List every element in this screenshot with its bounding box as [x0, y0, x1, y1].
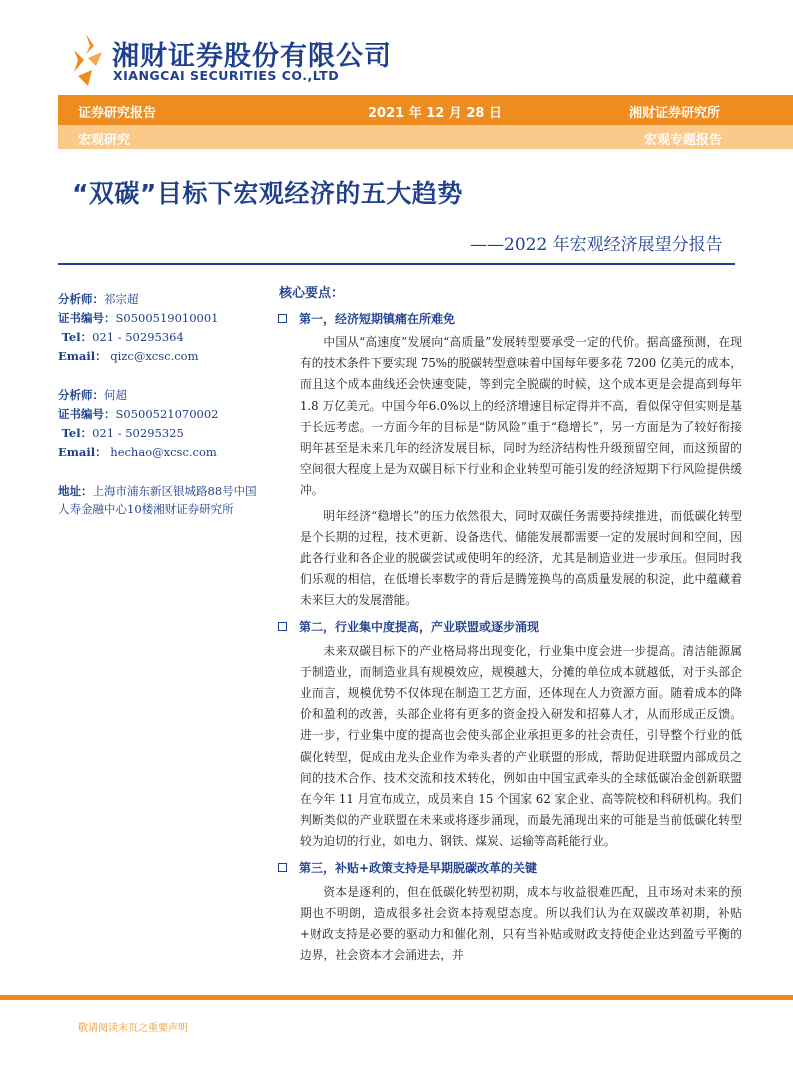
address-text: 上海市浦东新区银城路88号中国人寿金融中心10楼湘财证券研究所	[58, 484, 257, 516]
company-name-cn: 湘财证券股份有限公司	[112, 41, 392, 72]
institute-label: 湘财证券研究所	[629, 106, 721, 121]
analyst-name: 何超	[104, 388, 127, 402]
company-name-en: XIANGCAI SECURITIES CO.,LTD	[113, 68, 340, 83]
section-paragraph: 资本是逐利的，但在低碳化转型初期，成本与收益很难匹配，且市场对未来的预期也不明朗，造成很多社会资本持观望态度。所以我们认为在双碳改革初期，补贴+财政支持是必要的驱动力和催化剂，只有当补贴或财政支持使企业达到盈亏平衡的边界，社会资本才会涌进去，并	[300, 884, 742, 963]
analyst-info	[58, 290, 263, 518]
analyst-name-label: 分析师：	[58, 388, 104, 402]
report-subtitle: ——2022 年宏观经济展望分报告	[470, 235, 723, 255]
checkbox-square-icon	[278, 863, 287, 872]
address	[58, 482, 263, 518]
section-paragraph: 明年经济“稳增长”的压力依然很大，同时双碳任务需要持续推进，而低碳化转型是个长期的过程，技术更新、设备迭代、储能发展都需要一定的发展时间和空间，因此各行业和各企业的脱碳尝试或使明年的经济，尤其是制造业进一步承压。但同时我们乐观的相信，在低增长率数字的背后是腾笼换鸟的高质量发展的积淀，此中蕴藏着未来巨大的发展潜能。	[300, 508, 742, 608]
analyst-name-label: 分析师：	[58, 292, 104, 306]
core-points	[276, 282, 742, 970]
email-address[interactable]: hechao@xcsc.com	[110, 445, 217, 459]
footer-note: 敬请阅读末页之重要声明	[78, 1023, 188, 1034]
checkbox-square-icon	[278, 314, 287, 323]
sub-header-bar	[58, 125, 793, 149]
report-type-label: 证券研究报告	[78, 106, 157, 121]
email-label: Email：	[58, 349, 107, 363]
email-label: Email：	[58, 445, 107, 459]
category-label: 宏观研究	[78, 133, 131, 148]
header-bar	[58, 95, 793, 125]
cert-number: S0500521070002	[115, 407, 219, 421]
tel-number: 021 - 50295364	[92, 330, 184, 344]
tel-number: 021 - 50295325	[92, 426, 184, 440]
cert-label: 证书编号：	[58, 407, 116, 421]
core-heading: 核心要点：	[279, 286, 345, 301]
title-divider	[58, 263, 735, 265]
report-date: 2021 年 12 月 28 日	[368, 106, 502, 121]
report-kind-label: 宏观专题报告	[644, 133, 723, 148]
section-heading: 第三，补贴+政策支持是早期脱碳改革的关键	[276, 857, 742, 879]
section-heading: 第二，行业集中度提高，产业联盟或逐步涌现	[276, 616, 742, 638]
cert-label: 证书编号：	[58, 311, 116, 325]
checkbox-square-icon	[278, 622, 287, 631]
section-paragraph: 中国从“高速度”发展向“高质量”发展转型要承受一定的代价。据高盛预测，在现有的技术条件下要实现 75%的脱碳转型意味着中国每年要多花 7200 亿美元的成本，而且这个成本曲线还会快速变陡，等到完全脱碳的时候，这个成本更是会提高到每年 1.8 万亿美元。中国今年6.0%以上的经济增速目标定得并不高，看似保守但实则是基于长远考虑。一方面今年的目标是“防风险”重于“稳增长”，另一方面是为了较好衔接明年甚至是未来几年的经济发展目标，同时为经济结构性升级预留空间，而这预留的空间很大程度上是为双碳目标下行业和企业转型可能引发的经济短期下行风险提供缓冲。	[300, 335, 742, 498]
analyst-name: 祁宗超	[104, 292, 139, 306]
footer-divider	[0, 995, 793, 1000]
report-title: “双碳”目标下宏观经济的五大趋势	[72, 179, 463, 208]
email-address[interactable]: qizc@xcsc.com	[110, 349, 199, 363]
tel-label: Tel：	[61, 330, 93, 344]
section-paragraph: 未来双碳目标下的产业格局将出现变化，行业集中度会进一步提高。清洁能源属于制造业，而制造业具有规模效应，规模越大，分摊的单位成本就越低，对于头部企业而言，规模优势不仅体现在制造工艺方面，还体现在人力资源方面。随着成本的降价和盈利的改善，头部企业将有更多的资金投入研发和招募人才，从而形成正反馈。进一步，行业集中度的提高也会使头部企业承担更多的社会责任，引导整个行业的低碳化转型，促成由龙头企业作为牵头者的产业联盟的形成，帮助促进联盟内部成员之间的技术合作、技术交流和技术转化，例如由中国宝武牵头的全球低碳冶金创新联盟在今年 11 月宣布成立，成员来自 15 个国家 62 家企业、高等院校和科研机构。我们判断类似的产业联盟在未来或将逐步涌现，而最先涌现出来的可能是当前低碳化转型较为迫切的行业，如电力、钢铁、煤炭、运输等高耗能行业。	[300, 643, 742, 849]
section-heading: 第一，经济短期镇痛在所难免	[276, 307, 742, 329]
company-logo-icon	[66, 32, 106, 88]
cert-number: S0500519010001	[115, 311, 219, 325]
tel-label: Tel：	[61, 426, 93, 440]
address-label: 地址：	[58, 484, 93, 498]
